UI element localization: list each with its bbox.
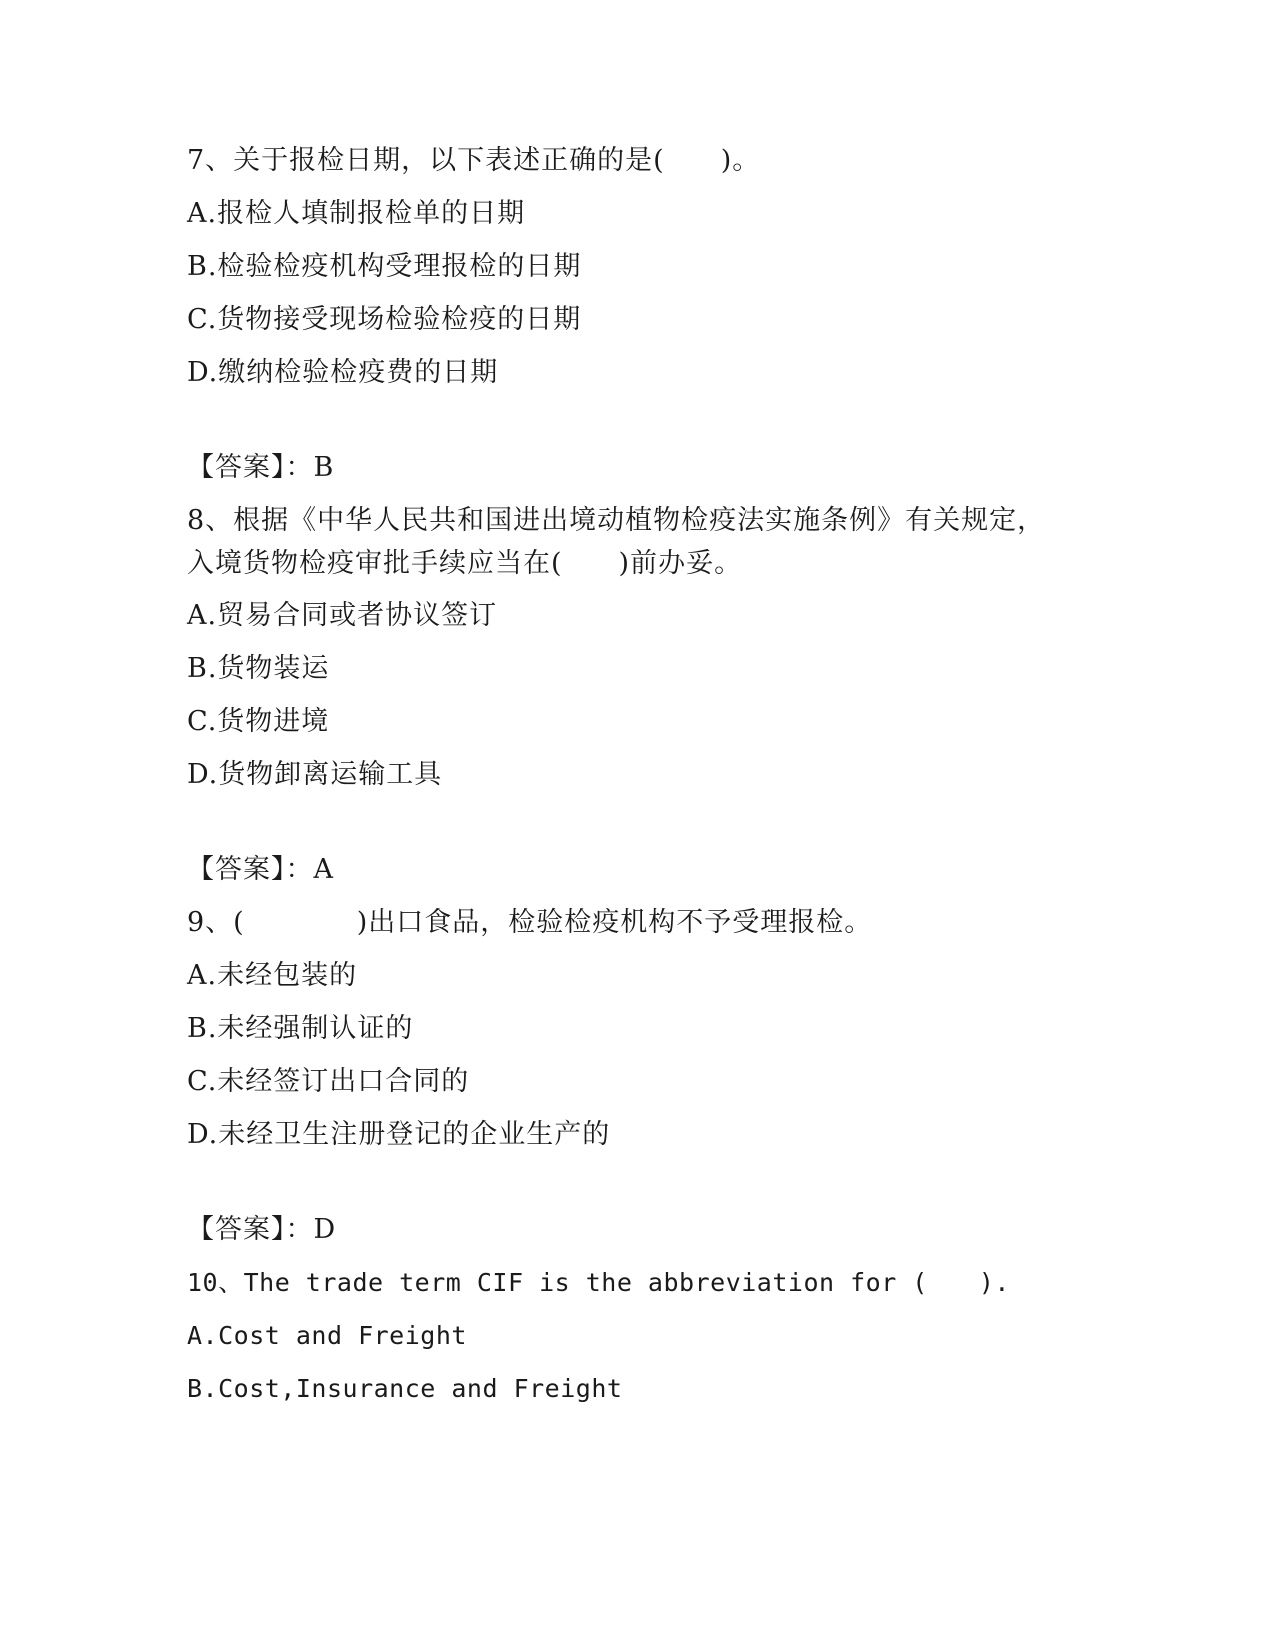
question-7-option-b: B.检验检疫机构受理报检的日期 — [187, 251, 582, 282]
question-9-option-b: B.未经强制认证的 — [187, 1013, 414, 1044]
question-8-option-d: D.货物卸离运输工具 — [187, 759, 443, 790]
question-8-stem-line-1: 8、根据《中华人民共和国进出境动植物检疫法实施条例》有关规定， — [187, 505, 1046, 536]
question-10-stem: 10、The trade term CIF is the abbreviation for ( ). — [187, 1268, 1010, 1297]
question-7-answer: 【答案】：B — [187, 452, 335, 483]
question-10-option-b: B.Cost,Insurance and Freight — [187, 1374, 623, 1403]
question-8-option-a: A.贸易合同或者协议签订 — [187, 600, 498, 631]
question-7-option-d: D.缴纳检验检疫费的日期 — [187, 357, 499, 388]
question-7-option-c: C.货物接受现场检验检疫的日期 — [187, 304, 582, 335]
question-9-answer: 【答案】：D — [187, 1214, 337, 1245]
question-8-stem-line-2: 入境货物检疫审批手续应当在( )前办妥。 — [187, 548, 743, 579]
question-7-option-a: A.报检人填制报检单的日期 — [187, 198, 526, 229]
question-9-option-d: D.未经卫生注册登记的企业生产的 — [187, 1119, 611, 1150]
question-9-option-c: C.未经签订出口合同的 — [187, 1066, 470, 1097]
question-8-option-b: B.货物装运 — [187, 653, 330, 684]
question-8-option-c: C.货物进境 — [187, 706, 330, 737]
question-10-option-a: A.Cost and Freight — [187, 1321, 467, 1350]
question-7-stem: 7、关于报检日期，以下表述正确的是( )。 — [187, 145, 761, 176]
question-9-option-a: A.未经包装的 — [187, 960, 358, 991]
question-9-stem: 9、( )出口食品，检验检疫机构不予受理报检。 — [187, 907, 873, 938]
question-8-answer: 【答案】：A — [187, 854, 334, 885]
